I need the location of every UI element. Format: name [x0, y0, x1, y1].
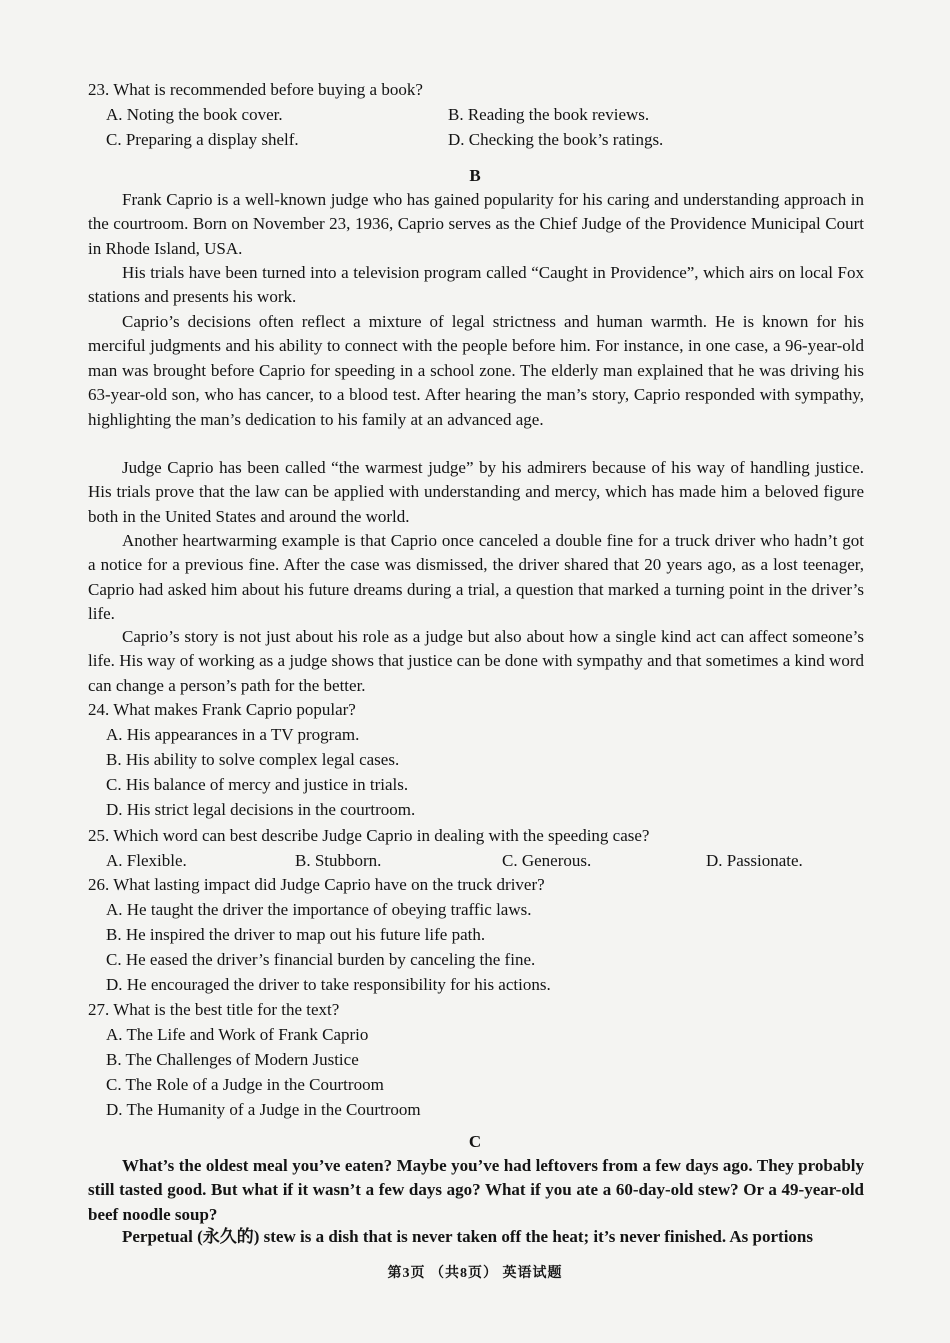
- section-b-paragraph-4: Judge Caprio has been called “the warmest judge” by his admirers because of his way of handling justice. His trials prove that the law can be applied with understanding and mercy, which has made him a beloved figure both in the United States and around the world.: [88, 458, 864, 526]
- section-b-paragraph-3: Caprio’s decisions often reflect a mixture of legal strictness and human warmth. He is known for his merciful judgments and his ability to connect with the people before him. For instance, in one case, a 96-year-old man was brought before Caprio for speeding in a school zone. The elderly man explained that he was driving his 63-year-old son, who has cancer, to a blood test. After hearing the man’s story, Caprio responded with sympathy, highlighting the man’s dedication to his family at an advanced age.: [88, 312, 864, 429]
- q24-option-b: B. His ability to solve complex legal cases.: [106, 750, 400, 769]
- q26-option-a: A. He taught the driver the importance of obeying traffic laws.: [106, 900, 532, 919]
- q24-option-c: C. His balance of mercy and justice in trials.: [106, 775, 409, 794]
- q25-option-c: C. Generous.: [502, 851, 592, 870]
- question-24-stem: 24. What makes Frank Caprio popular?: [88, 700, 356, 719]
- q23-option-d: D. Checking the book’s ratings.: [448, 130, 664, 149]
- question-26-stem: 26. What lasting impact did Judge Caprio have on the truck driver?: [88, 875, 545, 894]
- q26-option-d: D. He encouraged the driver to take responsibility for his actions.: [106, 975, 551, 994]
- q23-option-a: A. Noting the book cover.: [106, 105, 283, 124]
- section-b-paragraph-6: Caprio’s story is not just about his role as a judge but also about how a single kind act can affect someone’s life. His way of working as a judge shows that justice can be done with sympathy and that sometimes a kind word can change a person’s path for the better.: [88, 627, 864, 695]
- page-footer: 第3页 （共8页） 英语试题: [387, 1266, 563, 1281]
- section-c-heading: C: [468, 1132, 482, 1151]
- question-27-stem: 27. What is the best title for the text?: [88, 1000, 340, 1019]
- section-c-paragraph-1: What’s the oldest meal you’ve eaten? Maybe you’ve had leftovers from a few days ago. They probably still tasted good. But what if it wasn’t a few days ago? What if you ate a 60-day-old stew? Or a 49-year-old beef noodle soup?: [88, 1156, 864, 1224]
- q26-option-b: B. He inspired the driver to map out his future life path.: [106, 925, 486, 944]
- q24-option-d: D. His strict legal decisions in the courtroom.: [106, 800, 416, 819]
- q26-option-c: C. He eased the driver’s financial burden by canceling the fine.: [106, 950, 536, 969]
- question-25-stem: 25. Which word can best describe Judge Caprio in dealing with the speeding case?: [88, 826, 650, 845]
- q27-option-a: A. The Life and Work of Frank Caprio: [106, 1025, 369, 1044]
- section-b-heading: B: [469, 166, 481, 185]
- q25-option-b: B. Stubborn.: [295, 851, 382, 870]
- section-b-paragraph-5: Another heartwarming example is that Caprio once canceled a double fine for a truck driver who hadn’t got a notice for a previous fine. After the case was dismissed, the driver shared that 20 years ago, as a lost teenager, Caprio had asked him about his future dreams during a trial, a question that marked a turning point in the driver’s life.: [88, 531, 864, 624]
- q25-option-d: D. Passionate.: [706, 851, 803, 870]
- section-b-paragraph-1: Frank Caprio is a well-known judge who has gained popularity for his caring and understanding approach in the courtroom. Born on November 23, 1936, Caprio serves as the Chief Judge of the Providence Municipal Court in Rhode Island, USA.: [88, 190, 864, 258]
- q25-option-a: A. Flexible.: [106, 851, 187, 870]
- q27-option-b: B. The Challenges of Modern Justice: [106, 1050, 359, 1069]
- section-c-paragraph-2: Perpetual (永久的) stew is a dish that is never taken off the heat; it’s never finished. As portions: [122, 1227, 813, 1246]
- q27-option-c: C. The Role of a Judge in the Courtroom: [106, 1075, 384, 1094]
- question-23-stem: 23. What is recommended before buying a book?: [88, 80, 423, 99]
- q27-option-d: D. The Humanity of a Judge in the Courtroom: [106, 1100, 421, 1119]
- section-b-paragraph-2: His trials have been turned into a television program called “Caught in Providence”, which airs on local Fox stations and presents his work.: [88, 263, 864, 307]
- q23-option-c: C. Preparing a display shelf.: [106, 130, 299, 149]
- q24-option-a: A. His appearances in a TV program.: [106, 725, 360, 744]
- q23-option-b: B. Reading the book reviews.: [448, 105, 650, 124]
